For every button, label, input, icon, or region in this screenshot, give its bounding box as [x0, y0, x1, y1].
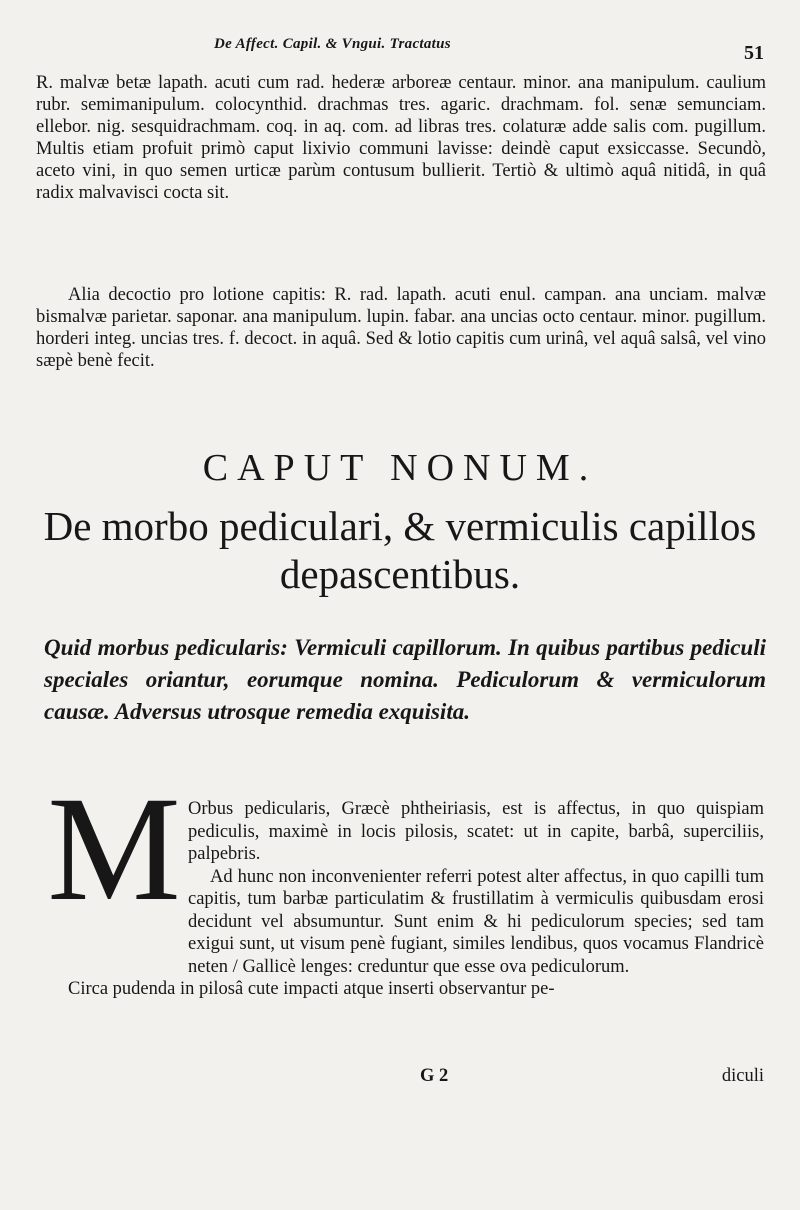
- recipe-paragraph: [36, 72, 766, 204]
- lotion-paragraph: [36, 284, 766, 372]
- chapter-summary: Quid morbus pedicularis: Vermiculi capillorum. In quibus partibus pediculi speciales oriantur, eorumque nomina. Pediculorum & vermiculorum causæ. Adversus utrosque remedia exquisita.: [44, 635, 766, 724]
- catchword: diculi: [721, 1066, 764, 1086]
- recipe-text: R. malvæ betæ lapath. acuti cum rad. hederæ arboreæ centaur. minor. ana manipulum. caulium rubr. semimanipulum. colocynthid. drachmas tres. agaric. drachmam. fol. senæ semunciam. ellebor. nig. sesquidrachmam. coq. in aq. com. ad libras tres. colaturæ adde salis com. pugillum. Multis etiam profuit primò caput lixivio communi lavisse: deindè caput exsiccasse. Secundò, aceto vini, in quo semen urticæ parùm contusum bullierit. Tertiò & ultimò aquâ nitidâ, in quâ radix malvavisci cocta sit.: [36, 73, 766, 203]
- lotion-text: Alia decoctio pro lotione capitis: R. rad. lapath. acuti enul. campan. ana unciam. malvæ bismalvæ parietar. saponar. ana manipulum. lupin. fabar. ana uncias octo centaur. minor. pugillum. horderi integ. uncias tres. f. decoct. in aquâ. Sed & lotio capitis cum urinâ, vel aquâ salsâ, vel vino sæpè benè fecit.: [36, 285, 766, 371]
- body-paragraph-1: [36, 798, 764, 866]
- body-paragraph-1-text: Orbus pedicularis, Græcè phtheiriasis, est is affectus, in quo quispiam pediculis, maximè in locis pilosis, scatet: ut in capite, barbâ, superciliis, palpebris.: [188, 799, 764, 864]
- chapter-number: CAPUT NONUM.: [202, 447, 598, 489]
- drop-cap-initial: M: [47, 766, 181, 932]
- running-head: De Affect. Capil. & Vngui. Tractatus: [214, 36, 451, 52]
- chapter-title: De morbo pediculari, & vermiculis capillos depascentibus.: [43, 503, 757, 597]
- body-paragraph-2: [36, 866, 764, 979]
- chapter-body: [36, 798, 764, 1001]
- page-number: 51: [744, 42, 764, 64]
- signature-mark: G 2: [420, 1066, 449, 1086]
- body-paragraph-2-text: Ad hunc non inconvenienter referri potest alter affectus, in quo capilli tum capitis, tum barbæ particulatim & frustillatim à vermiculis quibusdam erosi decidunt vel absumuntur. Sunt enim & hi pediculorum species; sed tam exigui sunt, ut visum penè fugiant, similes lendibus, quos vocamus Flandricè neten / Gallicè lenges: creduntur que esse ova pediculorum.: [188, 866, 764, 977]
- body-paragraph-3: Circa pudenda in pilosâ cute impacti atque inserti observantur pe-: [68, 979, 555, 999]
